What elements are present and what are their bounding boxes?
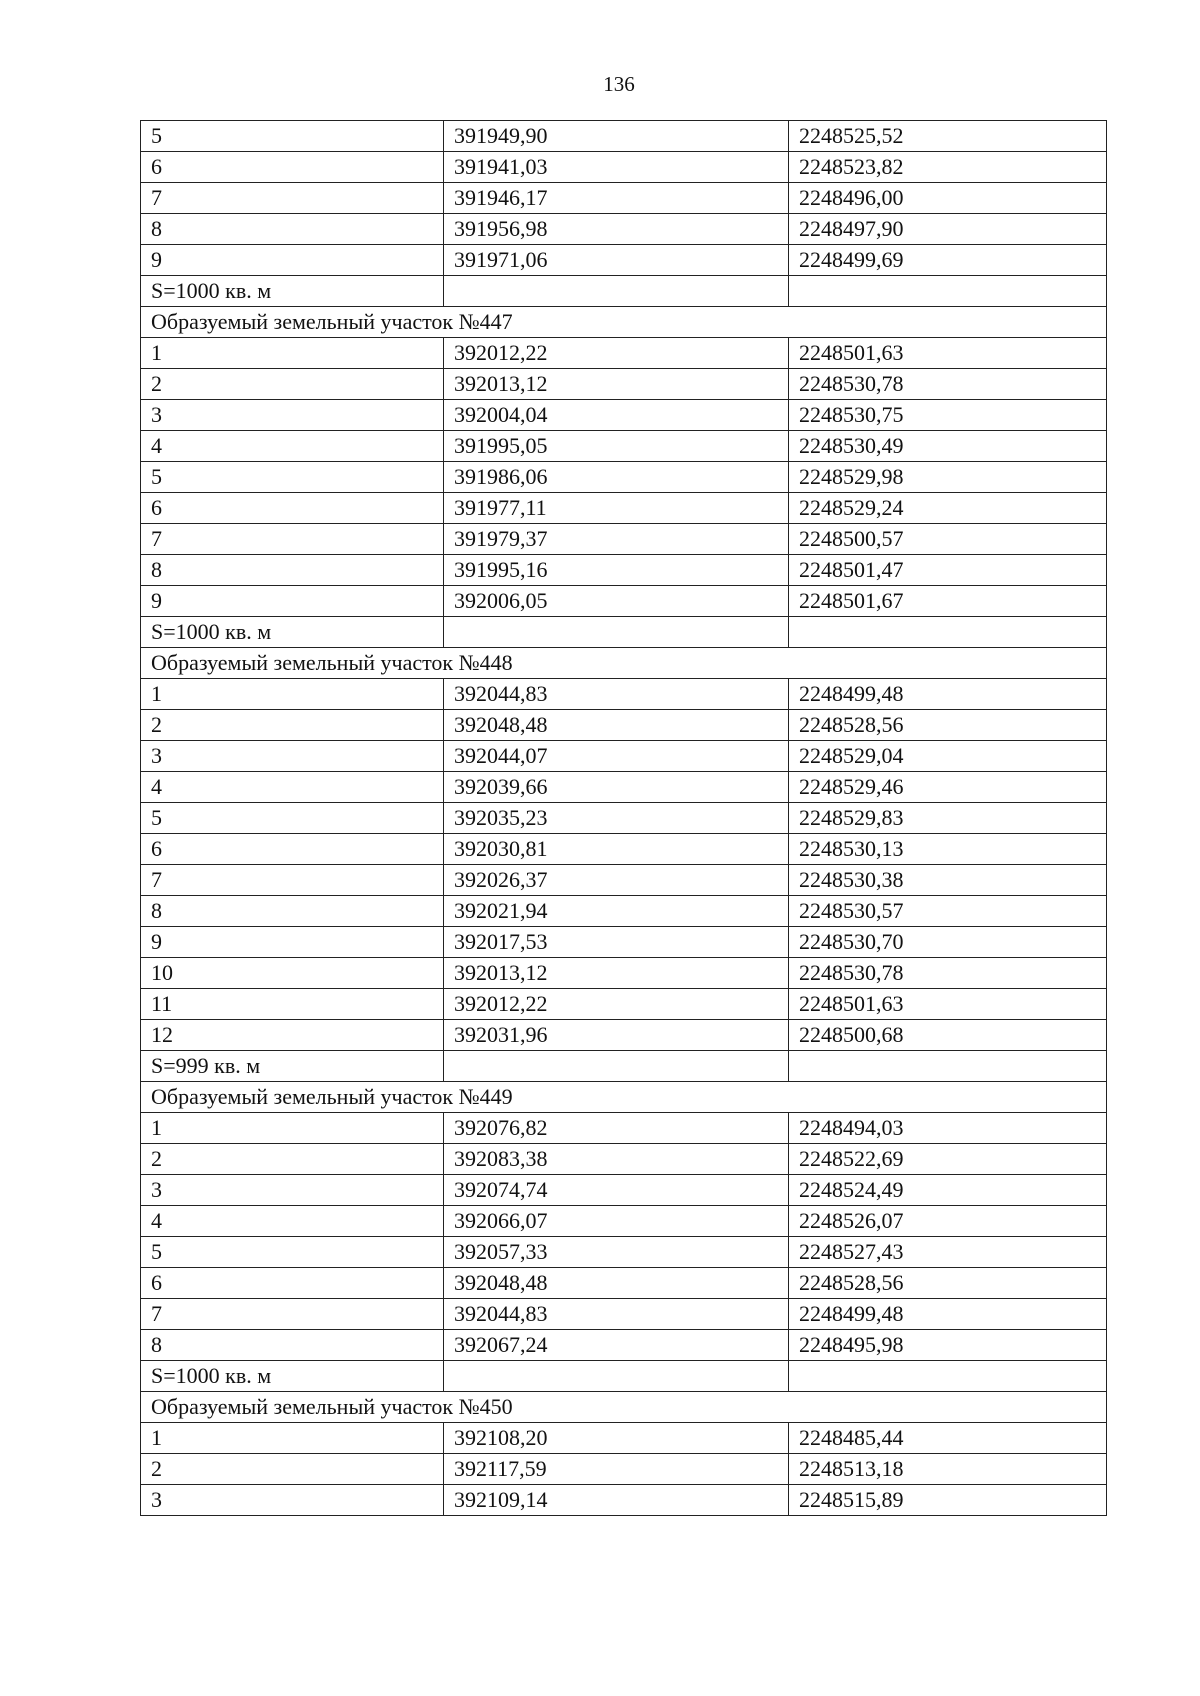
area-cell: S=1000 кв. м — [141, 1361, 444, 1392]
point-number-cell: 9 — [141, 245, 444, 276]
table-row — [141, 1237, 1107, 1268]
table-row — [141, 245, 1107, 276]
x-coordinate-cell: 392044,83 — [444, 679, 789, 710]
table-row — [141, 834, 1107, 865]
y-coordinate-cell: 2248500,57 — [789, 524, 1107, 555]
area-row — [141, 617, 1107, 648]
table-row — [141, 1454, 1107, 1485]
table-row — [141, 152, 1107, 183]
point-number-cell: 4 — [141, 772, 444, 803]
point-number-cell: 3 — [141, 1485, 444, 1516]
table-row — [141, 338, 1107, 369]
x-coordinate-cell: 391995,16 — [444, 555, 789, 586]
section-header-row — [141, 648, 1107, 679]
x-coordinate-cell: 392044,07 — [444, 741, 789, 772]
y-coordinate-cell — [789, 617, 1107, 648]
x-coordinate-cell: 392048,48 — [444, 710, 789, 741]
x-coordinate-cell: 392013,12 — [444, 958, 789, 989]
y-coordinate-cell: 2248529,83 — [789, 803, 1107, 834]
x-coordinate-cell: 392031,96 — [444, 1020, 789, 1051]
x-coordinate-cell: 392035,23 — [444, 803, 789, 834]
point-number-cell: 1 — [141, 1423, 444, 1454]
x-coordinate-cell: 392074,74 — [444, 1175, 789, 1206]
point-number-cell: 2 — [141, 1144, 444, 1175]
table-row — [141, 1268, 1107, 1299]
x-coordinate-cell: 392017,53 — [444, 927, 789, 958]
point-number-cell: 3 — [141, 400, 444, 431]
point-number-cell: 2 — [141, 710, 444, 741]
x-coordinate-cell: 392109,14 — [444, 1485, 789, 1516]
point-number-cell: 6 — [141, 493, 444, 524]
y-coordinate-cell: 2248485,44 — [789, 1423, 1107, 1454]
point-number-cell: 7 — [141, 865, 444, 896]
y-coordinate-cell: 2248515,89 — [789, 1485, 1107, 1516]
point-number-cell: 1 — [141, 679, 444, 710]
y-coordinate-cell: 2248530,70 — [789, 927, 1107, 958]
y-coordinate-cell: 2248530,78 — [789, 958, 1107, 989]
point-number-cell: 8 — [141, 214, 444, 245]
section-header-row — [141, 1082, 1107, 1113]
x-coordinate-cell — [444, 1361, 789, 1392]
table-row — [141, 1330, 1107, 1361]
table-row — [141, 1020, 1107, 1051]
x-coordinate-cell: 392057,33 — [444, 1237, 789, 1268]
x-coordinate-cell — [444, 617, 789, 648]
area-row — [141, 1051, 1107, 1082]
y-coordinate-cell: 2248530,38 — [789, 865, 1107, 896]
point-number-cell: 6 — [141, 834, 444, 865]
table-row — [141, 214, 1107, 245]
x-coordinate-cell: 392012,22 — [444, 989, 789, 1020]
y-coordinate-cell: 2248499,48 — [789, 1299, 1107, 1330]
point-number-cell: 5 — [141, 1237, 444, 1268]
x-coordinate-cell: 391956,98 — [444, 214, 789, 245]
point-number-cell: 5 — [141, 803, 444, 834]
table-row — [141, 400, 1107, 431]
y-coordinate-cell: 2248499,48 — [789, 679, 1107, 710]
point-number-cell: 7 — [141, 183, 444, 214]
y-coordinate-cell: 2248501,47 — [789, 555, 1107, 586]
point-number-cell: 2 — [141, 369, 444, 400]
table-row — [141, 1485, 1107, 1516]
point-number-cell: 4 — [141, 1206, 444, 1237]
table-row — [141, 1206, 1107, 1237]
point-number-cell: 3 — [141, 741, 444, 772]
table-row — [141, 958, 1107, 989]
point-number-cell: 1 — [141, 1113, 444, 1144]
table-row — [141, 555, 1107, 586]
land-plot-title: Образуемый земельный участок №450 — [141, 1392, 1107, 1423]
x-coordinate-cell: 392006,05 — [444, 586, 789, 617]
y-coordinate-cell: 2248529,04 — [789, 741, 1107, 772]
section-header-row — [141, 307, 1107, 338]
x-coordinate-cell: 391941,03 — [444, 152, 789, 183]
table-row — [141, 927, 1107, 958]
y-coordinate-cell: 2248530,13 — [789, 834, 1107, 865]
y-coordinate-cell: 2248529,46 — [789, 772, 1107, 803]
page-number: 136 — [603, 72, 635, 96]
table-row — [141, 896, 1107, 927]
y-coordinate-cell: 2248500,68 — [789, 1020, 1107, 1051]
area-row — [141, 276, 1107, 307]
y-coordinate-cell: 2248499,69 — [789, 245, 1107, 276]
point-number-cell: 9 — [141, 586, 444, 617]
y-coordinate-cell: 2248524,49 — [789, 1175, 1107, 1206]
x-coordinate-cell: 392067,24 — [444, 1330, 789, 1361]
y-coordinate-cell: 2248528,56 — [789, 710, 1107, 741]
x-coordinate-cell: 392076,82 — [444, 1113, 789, 1144]
x-coordinate-cell: 392030,81 — [444, 834, 789, 865]
point-number-cell: 8 — [141, 896, 444, 927]
land-plot-title: Образуемый земельный участок №447 — [141, 307, 1107, 338]
point-number-cell: 3 — [141, 1175, 444, 1206]
y-coordinate-cell: 2248528,56 — [789, 1268, 1107, 1299]
table-row — [141, 121, 1107, 152]
x-coordinate-cell: 391979,37 — [444, 524, 789, 555]
point-number-cell: 8 — [141, 555, 444, 586]
y-coordinate-cell: 2248530,75 — [789, 400, 1107, 431]
table-row — [141, 989, 1107, 1020]
table-row — [141, 1299, 1107, 1330]
table-row — [141, 586, 1107, 617]
point-number-cell: 10 — [141, 958, 444, 989]
y-coordinate-cell — [789, 1051, 1107, 1082]
coordinates-table-body — [141, 121, 1107, 1516]
y-coordinate-cell: 2248495,98 — [789, 1330, 1107, 1361]
table-row — [141, 679, 1107, 710]
table-row — [141, 741, 1107, 772]
x-coordinate-cell: 391977,11 — [444, 493, 789, 524]
point-number-cell: 5 — [141, 121, 444, 152]
area-row — [141, 1361, 1107, 1392]
x-coordinate-cell — [444, 1051, 789, 1082]
land-plot-title: Образуемый земельный участок №449 — [141, 1082, 1107, 1113]
x-coordinate-cell: 392004,04 — [444, 400, 789, 431]
table-row — [141, 710, 1107, 741]
y-coordinate-cell: 2248501,63 — [789, 989, 1107, 1020]
table-row — [141, 524, 1107, 555]
x-coordinate-cell: 391995,05 — [444, 431, 789, 462]
point-number-cell: 7 — [141, 1299, 444, 1330]
y-coordinate-cell: 2248496,00 — [789, 183, 1107, 214]
y-coordinate-cell: 2248522,69 — [789, 1144, 1107, 1175]
x-coordinate-cell: 391949,90 — [444, 121, 789, 152]
y-coordinate-cell: 2248526,07 — [789, 1206, 1107, 1237]
area-cell: S=999 кв. м — [141, 1051, 444, 1082]
x-coordinate-cell: 392021,94 — [444, 896, 789, 927]
table-row — [141, 1175, 1107, 1206]
area-cell: S=1000 кв. м — [141, 617, 444, 648]
table-row — [141, 462, 1107, 493]
table-row — [141, 865, 1107, 896]
table-row — [141, 803, 1107, 834]
x-coordinate-cell: 392117,59 — [444, 1454, 789, 1485]
point-number-cell: 6 — [141, 152, 444, 183]
y-coordinate-cell: 2248501,63 — [789, 338, 1107, 369]
y-coordinate-cell: 2248529,98 — [789, 462, 1107, 493]
point-number-cell: 7 — [141, 524, 444, 555]
x-coordinate-cell: 392044,83 — [444, 1299, 789, 1330]
y-coordinate-cell — [789, 1361, 1107, 1392]
x-coordinate-cell: 392013,12 — [444, 369, 789, 400]
y-coordinate-cell — [789, 276, 1107, 307]
table-row — [141, 1144, 1107, 1175]
x-coordinate-cell: 391946,17 — [444, 183, 789, 214]
y-coordinate-cell: 2248530,49 — [789, 431, 1107, 462]
x-coordinate-cell: 392108,20 — [444, 1423, 789, 1454]
point-number-cell: 2 — [141, 1454, 444, 1485]
x-coordinate-cell: 392048,48 — [444, 1268, 789, 1299]
table-row — [141, 369, 1107, 400]
point-number-cell: 6 — [141, 1268, 444, 1299]
point-number-cell: 5 — [141, 462, 444, 493]
x-coordinate-cell: 392026,37 — [444, 865, 789, 896]
table-row — [141, 1113, 1107, 1144]
point-number-cell: 8 — [141, 1330, 444, 1361]
y-coordinate-cell: 2248525,52 — [789, 121, 1107, 152]
coordinates-table — [140, 120, 1107, 1516]
section-header-row — [141, 1392, 1107, 1423]
table-row — [141, 183, 1107, 214]
y-coordinate-cell: 2248494,03 — [789, 1113, 1107, 1144]
y-coordinate-cell: 2248529,24 — [789, 493, 1107, 524]
y-coordinate-cell: 2248513,18 — [789, 1454, 1107, 1485]
x-coordinate-cell: 392012,22 — [444, 338, 789, 369]
y-coordinate-cell: 2248530,78 — [789, 369, 1107, 400]
x-coordinate-cell: 391971,06 — [444, 245, 789, 276]
point-number-cell: 11 — [141, 989, 444, 1020]
table-row — [141, 493, 1107, 524]
y-coordinate-cell: 2248523,82 — [789, 152, 1107, 183]
point-number-cell: 9 — [141, 927, 444, 958]
area-cell: S=1000 кв. м — [141, 276, 444, 307]
y-coordinate-cell: 2248530,57 — [789, 896, 1107, 927]
table-row — [141, 1423, 1107, 1454]
x-coordinate-cell: 391986,06 — [444, 462, 789, 493]
table-row — [141, 431, 1107, 462]
point-number-cell: 12 — [141, 1020, 444, 1051]
y-coordinate-cell: 2248527,43 — [789, 1237, 1107, 1268]
y-coordinate-cell: 2248501,67 — [789, 586, 1107, 617]
point-number-cell: 1 — [141, 338, 444, 369]
x-coordinate-cell: 392083,38 — [444, 1144, 789, 1175]
table-row — [141, 772, 1107, 803]
land-plot-title: Образуемый земельный участок №448 — [141, 648, 1107, 679]
point-number-cell: 4 — [141, 431, 444, 462]
x-coordinate-cell: 392039,66 — [444, 772, 789, 803]
x-coordinate-cell — [444, 276, 789, 307]
x-coordinate-cell: 392066,07 — [444, 1206, 789, 1237]
y-coordinate-cell: 2248497,90 — [789, 214, 1107, 245]
